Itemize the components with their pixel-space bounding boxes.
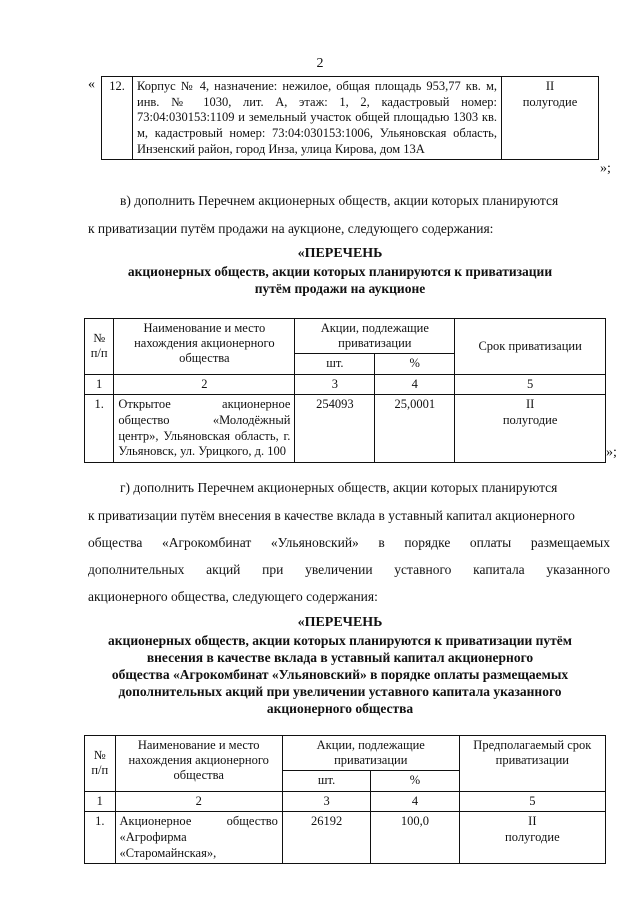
column-number-row [85,374,606,395]
term-line: II [528,814,537,829]
column-number: 2 [114,374,295,395]
term-line: полугодие [502,412,558,427]
opening-quote: « [88,77,95,92]
closing-quote: »; [606,445,617,460]
auction-list-table [84,318,606,463]
header-term: Предполагаемый срок приватизации [459,736,605,792]
term-line: полугодие [522,94,578,109]
header-name: Наименование и место нахождения акционерного общества [114,319,295,375]
list-heading-line: внесения в качестве вклада в уставный капитал акционерного [146,650,534,665]
header-shares: Акции, подлежащие приватизации [295,319,455,354]
term-line: полугодие [505,829,560,844]
privatization-term [502,77,599,160]
paragraph-g-line2: к приватизации путём внесения в качестве вклада в уставный капитал акционерного [88,508,575,523]
column-number-row [85,791,606,812]
row-number: 1. [85,395,114,463]
list-heading-line: акционерных обществ, акции которых планируются к приватизации [127,264,553,279]
table-row [85,812,606,864]
row-number: 1. [85,812,116,864]
header-term: Срок приватизации [455,319,606,375]
paragraph-g-line5: акционерного общества, следующего содержания: [88,589,378,604]
column-number: 5 [455,374,606,395]
paragraph-v-line1: в) дополнить Перечнем акционерных обществ, акции которых планируются [120,193,559,208]
column-number: 5 [459,791,605,812]
table-header-row [85,736,606,771]
list-heading-title: «ПЕРЕЧЕНЬ [297,246,383,261]
column-number: 4 [375,374,455,395]
column-number: 3 [295,374,375,395]
column-number: 1 [85,374,114,395]
list-heading-line: акционерных обществ, акции которых планируются к приватизации путём [108,633,572,648]
paragraph-g-line4: дополнительных акций при увеличении уставного капитала указанного [88,562,610,577]
header-shares: Акции, подлежащие приватизации [282,736,459,771]
property-description: Корпус № 4, назначение: нежилое, общая площадь 953,77 кв. м, инв. № 1030, лит. А, этаж: 1, 2, кадастровый номер: 73:04:030153:1109 и земельный участок общей площадью 1303 кв. м, кадастровый номер: 73:04:030153:1006, Ульяновская область, Инзенский район, город Инза, улица Кирова, дом 13А [133,77,502,160]
list-heading-line: общества «Агрокомбинат «Ульяновский» в порядке оплаты размещаемых [111,667,569,682]
page-number: 2 [316,56,324,71]
table-row [102,77,599,160]
list-continuation-table [101,76,599,160]
list-heading-title: «ПЕРЕЧЕНЬ [297,615,383,630]
shares-percent: 25,0001 [375,395,455,463]
shares-percent: 100,0 [371,812,459,864]
contribution-list-table [84,735,606,864]
paragraph-v-line2: к приватизации путём продажи на аукционе, следующего содержания: [88,221,494,236]
header-percent: % [375,354,455,375]
column-number: 3 [282,791,370,812]
privatization-term [459,812,605,864]
term-line: II [545,79,555,93]
header-number: № п/п [85,319,114,375]
column-number: 1 [85,791,116,812]
column-number: 2 [115,791,282,812]
list-heading-line: путём продажи на аукционе [254,281,426,296]
privatization-term [455,395,606,463]
paragraph-g-line1: г) дополнить Перечнем акционерных обществ, акции которых планируются [120,480,558,495]
list-heading-line: дополнительных акций при увеличении уставного капитала указанного [118,684,562,699]
paragraph-g-line3: общества «Агрокомбинат «Ульяновский» в порядке оплаты размещаемых [88,535,610,550]
company-name: Акционерное общество «Агрофирма «Старомайнская», [115,812,282,864]
list-heading-line: акционерного общества [266,701,414,716]
header-percent: % [371,771,459,792]
company-name: Открытое акционерное общество «Молодёжный центр», Ульяновская область, г. Ульяновск, ул. Урицкого, д. 100 [114,395,295,463]
shares-pieces: 254093 [295,395,375,463]
shares-pieces: 26192 [282,812,370,864]
term-line: II [525,397,535,412]
table-row [85,395,606,463]
table-header-row [85,319,606,354]
header-pieces: шт. [282,771,370,792]
closing-quote: »; [600,161,611,176]
header-pieces: шт. [295,354,375,375]
header-name: Наименование и место нахождения акционерного общества [115,736,282,792]
header-number: № п/п [85,736,116,792]
row-number: 12. [102,77,133,160]
column-number: 4 [371,791,459,812]
